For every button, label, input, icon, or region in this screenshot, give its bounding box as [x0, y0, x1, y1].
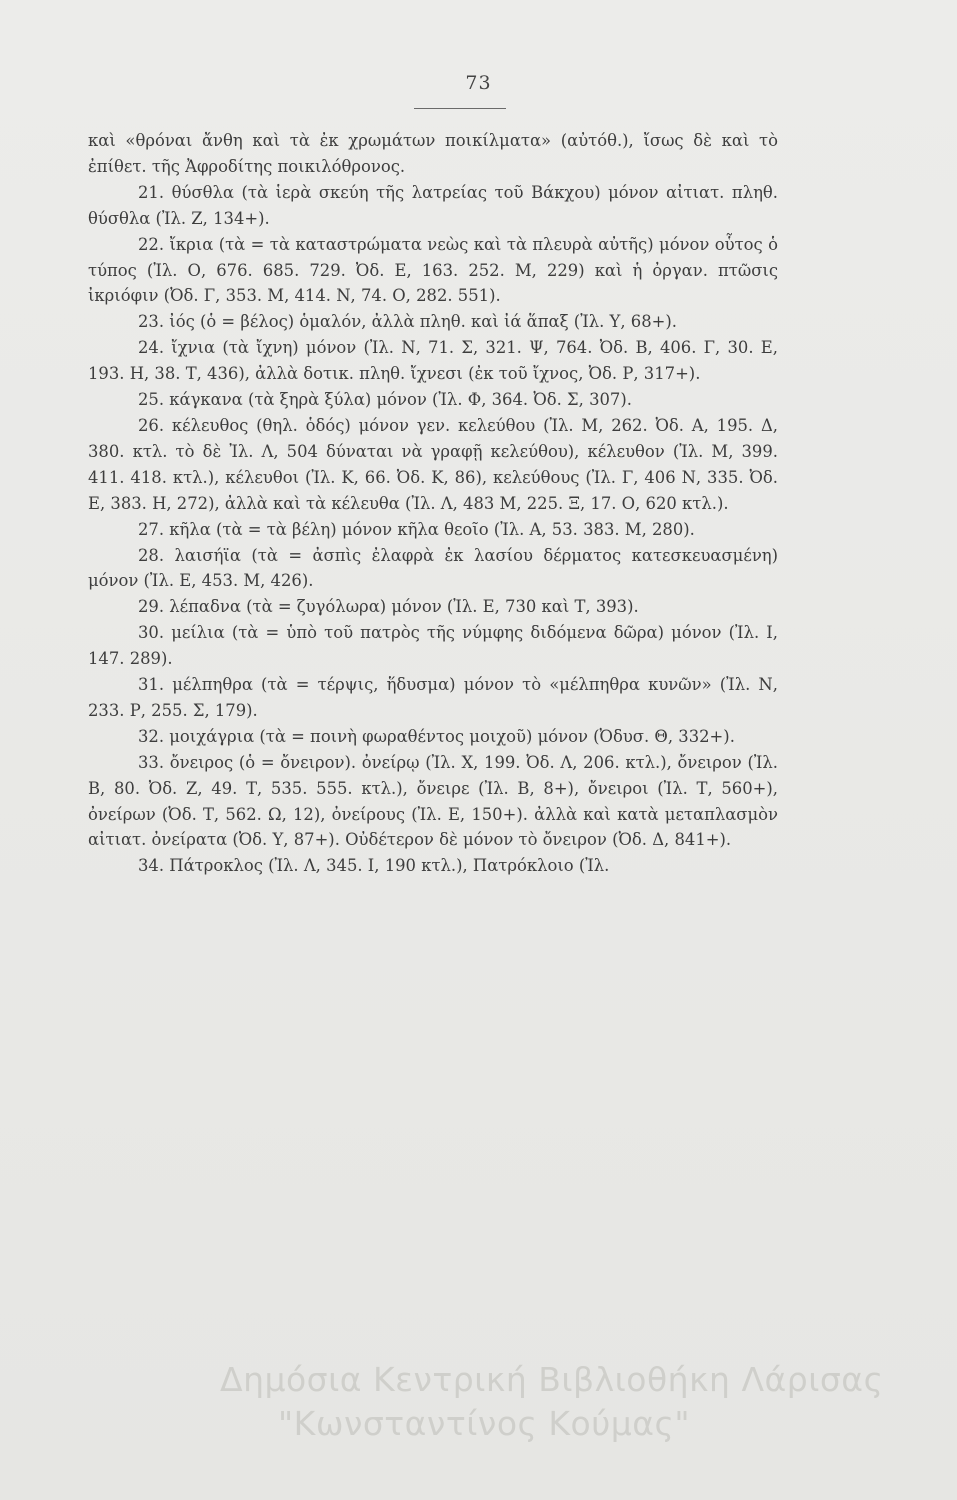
library-watermark-line2: "Κωνσταντίνος Κούμας" [278, 1404, 691, 1443]
library-watermark-line1: Δημόσια Κεντρική Βιβλιοθήκη Λάρισας [220, 1360, 884, 1399]
entry-34: 34. Πάτροκλος (Ἰλ. Λ, 345. Ι, 190 κτλ.), Πατρόκλοιο (Ἰλ. [138, 856, 610, 876]
entry-30: 30. μείλια (τὰ = ὑπὸ τοῦ πατρὸς τῆς νύμφης διδόμενα δῶρα) μόνον (Ἰλ. Ι, 147. 289). [88, 623, 778, 669]
header-rule [414, 108, 506, 109]
entry-29: 29. λέπαδνα (τὰ = ζυγόλωρα) μόνον (Ἰλ. Ε, 730 καὶ Τ, 393). [138, 597, 639, 617]
entry-27: 27. κῆλα (τὰ = τὰ βέλη) μόνον κῆλα θεοῖο (Ἰλ. Α, 53. 383. Μ, 280). [138, 519, 695, 539]
entry-31: 31. μέλπηθρα (τὰ = τέρψις, ἥδυσμα) μόνον τὸ «μέλπηθρα κυνῶν» (Ἰλ. Ν, 233. Ρ, 255. Σ, 179). [88, 675, 778, 720]
entry-32: 32. μοιχάγρια (τὰ = ποινὴ φωραθέντος μοιχοῦ) μόνον (Ὀδυσ. Θ, 332+). [138, 726, 735, 746]
entry-22: 22. ἴκρια (τὰ = τὰ καταστρώματα νεὼς καὶ τὰ πλευρὰ αὐτῆς) μόνον οὗτος ὁ τύπος (Ἰλ. Ο, 676. 685. 729. Ὀδ. Ε, 163. 252. Μ, 229) καὶ ἡ ὀργαν. πτῶσις ἰκριόφιν (Ὀδ. Γ, 353. Μ, 414. Ν, 74. Ο, 282. 551). [88, 234, 778, 306]
entry-23: 23. ἰός (ὁ = βέλος) ὁμαλόν, ἀλλὰ πληθ. καὶ ἰά ἅπαξ (Ἰλ. Υ, 68+). [138, 312, 677, 332]
entry-25: 25. κάγκανα (τὰ ξηρὰ ξύλα) μόνον (Ἰλ. Φ, 364. Ὀδ. Σ, 307). [138, 390, 632, 410]
entry-24: 24. ἴχνια (τὰ ἴχνη) μόνον (Ἰλ. Ν, 71. Σ, 321. Ψ, 764. Ὀδ. Β, 406. Γ, 30. Ε, 193. Η, 38. Τ, 436), ἀλλὰ δοτικ. πληθ. ἴχνεσι (ἐκ τοῦ ἴχνος, Ὀδ. Ρ, 317+). [88, 338, 778, 384]
body-text [88, 128, 778, 879]
entry-26: 26. κέλευθος (θηλ. ὁδός) μόνον γεν. κελεύθου (Ἰλ. Μ, 262. Ὀδ. Α, 195. Δ, 380. κτλ. τὸ δὲ Ἰλ. Λ, 504 δύναται νὰ γραφῇ κελεύθου), κέλευθον (Ἰλ. Μ, 399. 411. 418. κτλ.), κέλευθοι (Ἰλ. Κ, 66. Ὀδ. Κ, 86), κελεύθους (Ἰλ. Γ, 406 Ν, 335. Ὀδ. Ε, 383. Η, 272), ἀλλὰ καὶ τὰ κέλευθα (Ἰλ. Λ, 483 Μ, 225. Ξ, 17. Ο, 620 κτλ.). [88, 415, 778, 513]
paragraph-continuation: καὶ «θρόναι ἄνθη καὶ τὰ ἐκ χρωμάτων ποικίλματα» (αὐτόθ.), ἴσως δὲ καὶ τὸ ἐπίθετ. τῆς Ἀφροδίτης ποικιλόθρονος. [88, 131, 778, 176]
entry-21: 21. θύσθλα (τὰ ἱερὰ σκεύη τῆς λατρείας τοῦ Βάκχου) μόνον αἰτιατ. πληθ. θύσθλα (Ἰλ. Ζ, 134+). [88, 182, 778, 228]
entry-33: 33. ὄνειρος (ὁ = ὄνειρον). ὀνείρῳ (Ἰλ. Χ, 199. Ὀδ. Λ, 206. κτλ.), ὄνειρον (Ἰλ. Β, 80. Ὀδ. Ζ, 49. Τ, 535. 555. κτλ.), ὄνειρε (Ἰλ. Β, 8+), ὄνειροι (Ἰλ. Τ, 560+), ὀνείρων (Ὀδ. Τ, 562. Ω, 12), ὀνείρους (Ἰλ. Ε, 150+). ἀλλὰ καὶ κατὰ μεταπλασμὸν αἰτιατ. ὀνείρατα (Ὀδ. Υ, 87+). Οὐδέτερον δὲ μόνον τὸ ὄνειρον (Ὀδ. Δ, 841+). [88, 752, 778, 850]
page-number: 73 [465, 72, 492, 94]
entry-28: 28. λαισήϊα (τὰ = ἀσπὶς ἐλαφρὰ ἐκ λασίου δέρματος κατεσκευασμένη) μόνον (Ἰλ. Ε, 453. Μ, 426). [88, 545, 778, 591]
